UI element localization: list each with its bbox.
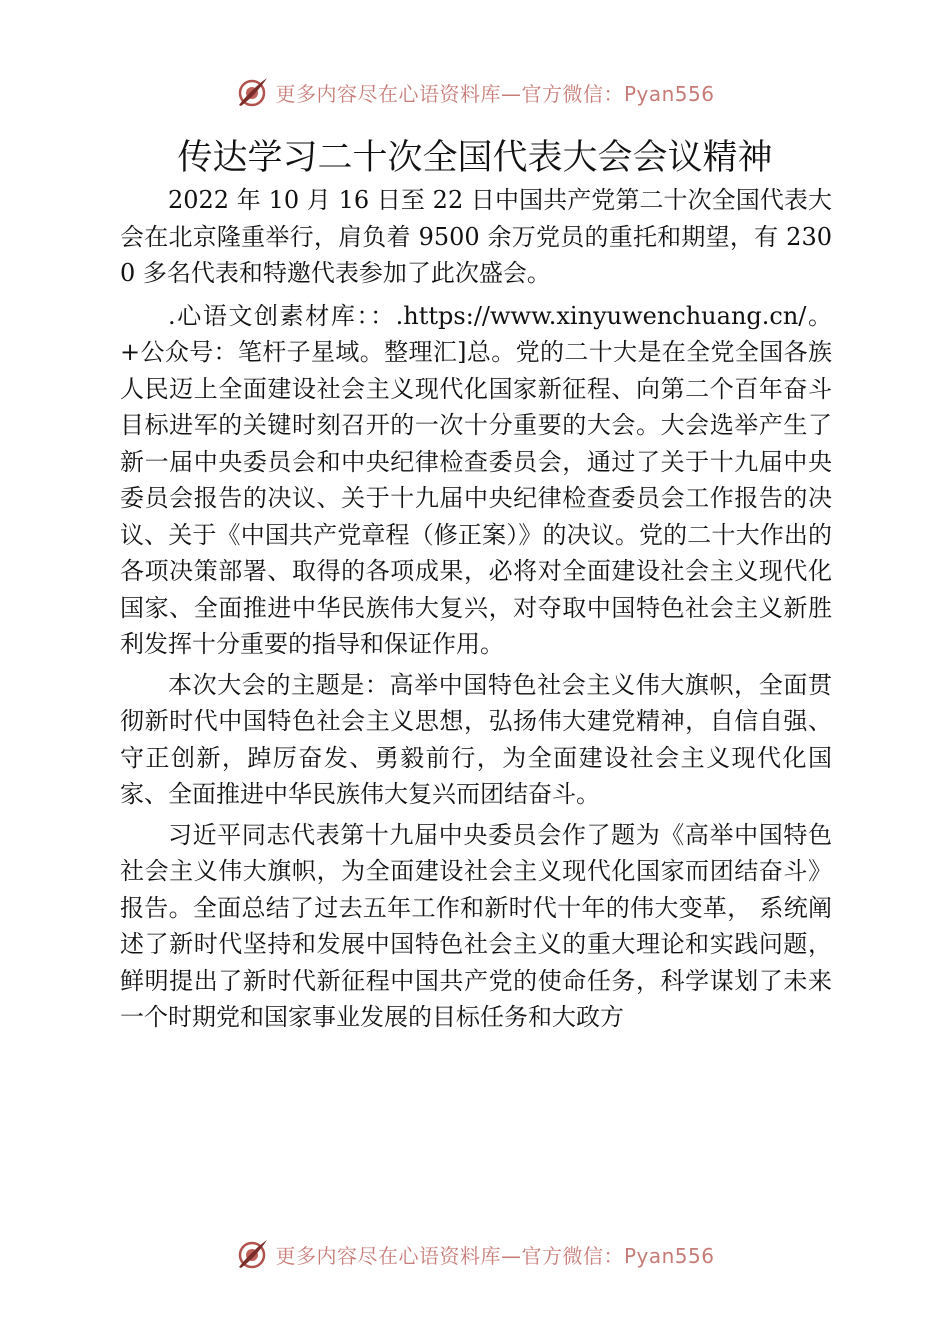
header-banner: [0, 70, 950, 114]
paragraph: 本次大会的主题是：高举中国特色社会主义伟大旗帜，全面贯彻新时代中国特色社会主义思想，弘扬伟大建党精神，自信自强、守正创新，踔厉奋发、勇毅前行，为全面建设社会主义现代化国家、全面推进中华民族伟大复兴而团结奋斗。: [120, 670, 832, 808]
banner-text: 更多内容尽在心语资料库—官方微信：Pyan556: [275, 1243, 715, 1268]
paragraph: 2022 年 10 月 16 日至 22 日中国共产党第二十次全国代表大会在北京隆重举行，肩负着 9500 余万党员的重托和期望，有 2300 多名代表和特邀代表参加了此次盛会。: [120, 186, 832, 287]
paragraph: 习近平同志代表第十九届中央委员会作了题为《高举中国特色社会主义伟大旗帜，为全面建设社会主义现代化国家而团结奋斗》报告。全面总结了过去五年工作和新时代十年的伟大变革， 系统阐述了新时代坚持和发展中国特色社会主义的重大理论和实践问题，鲜明提出了新时代新征程中国共产党的使命任务，科学谋划了未来一个时期党和国家事业发展的目标任务和大政方: [120, 820, 832, 1031]
document-body: [120, 182, 832, 1036]
banner-text: 更多内容尽在心语资料库—官方微信：Pyan556: [275, 81, 715, 106]
document-title: 传达学习二十次全国代表大会会议精神: [177, 138, 773, 178]
quill-pen-seal-icon: [235, 75, 269, 109]
footer-banner: [0, 1232, 950, 1276]
paragraph: .心语文创素材库：：.https://www.xinyuwenchuang.cn/。+公众号：笔杆子星域。整理汇]总。党的二十大是在全党全国各族人民迈上全面建设社会主义现代化国家新征程、向第二个百年奋斗目标进军的关键时刻召开的一次十分重要的大会。大会选举产生了新一届中央委员会和中央纪律检查委员会，通过了关于十九届中央委员会报告的决议、关于十九届中央纪律检查委员会工作报告的决议、关于《中国共产党章程（修正案）》的决议。党的二十大作出的各项决策部署、取得的各项成果，必将对全面建设社会主义现代化国家、全面推进中华民族伟大复兴，对夺取中国特色社会主义新胜利发挥十分重要的指导和保证作用。: [120, 301, 832, 658]
quill-pen-seal-icon: [235, 1237, 269, 1271]
